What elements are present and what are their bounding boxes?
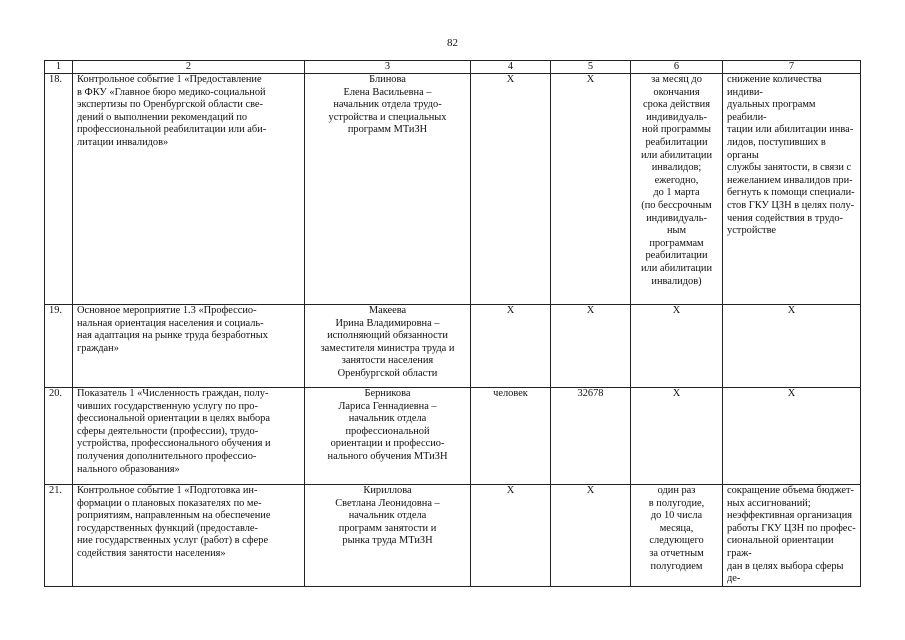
risks-cell: снижение количества индиви- дуальных программ реабили- тации или абилитации инва- лидов, поступивших в органы службы занятости, в связи с нежеланием инвалидов при- бегнуть к помощи специали- стов ГКУ ЦЗН в целях полу- чения содействия в трудо- устройстве <box>723 74 861 305</box>
unit-cell: X <box>471 305 551 388</box>
unit-cell: человек <box>471 388 551 485</box>
responsible-cell: Блинова Елена Васильевна – начальник отдела трудо- устройства и специальных программ МТиЗН <box>305 74 471 305</box>
deadline-cell: X <box>631 305 723 388</box>
responsible-cell: Берникова Лариса Геннадиевна – начальник отдела профессиональной ориентации и профессио- нального обучения МТиЗН <box>305 388 471 485</box>
event-cell: Контрольное событие 1 «Предоставление в ФКУ «Главное бюро медико-социальной экспертизы по Оренбургской области све- дений о выполнении рекомендаций по профессиональной реабилитации или аби- литации инвалидов» <box>73 74 305 305</box>
table-row <box>45 305 861 388</box>
value-cell: X <box>551 74 631 305</box>
column-number: 1 <box>45 61 73 74</box>
row-number: 20. <box>45 388 73 485</box>
event-cell: Контрольное событие 1 «Подготовка ин- формации о плановых показателях по ме- роприятиям, направленным на обеспечение государственных функций (предоставле- ние государственных услуг (работ) в сфере содействия занятости населения» <box>73 485 305 587</box>
table-row <box>45 485 861 587</box>
table-row <box>45 74 861 305</box>
unit-cell: X <box>471 485 551 587</box>
column-number-row <box>45 61 861 74</box>
value-cell: X <box>551 485 631 587</box>
deadline-cell: X <box>631 388 723 485</box>
column-number: 7 <box>723 61 861 74</box>
column-number: 5 <box>551 61 631 74</box>
column-number: 2 <box>73 61 305 74</box>
risks-cell: X <box>723 388 861 485</box>
column-number: 3 <box>305 61 471 74</box>
responsible-cell: Кириллова Светлана Леонидовна – начальник отдела программ занятости и рынка труда МТиЗН <box>305 485 471 587</box>
risks-cell: сокращение объема бюджет- ных ассигнований; неэффективная организация работы ГКУ ЦЗН по профес- сиональной ориентации граж- дан в целях выбора сферы де- <box>723 485 861 587</box>
page-number: 82 <box>447 37 458 49</box>
column-number: 6 <box>631 61 723 74</box>
column-number: 4 <box>471 61 551 74</box>
event-cell: Основное мероприятие 1.3 «Профессио- нальная ориентация населения и социаль- ная адаптация на рынке труда безработных граждан» <box>73 305 305 388</box>
row-number: 18. <box>45 74 73 305</box>
deadline-cell: один раз в полугодие, до 10 числа месяца, следующего за отчетным полугодием <box>631 485 723 587</box>
table-row <box>45 388 861 485</box>
value-cell: X <box>551 305 631 388</box>
value-cell: 32678 <box>551 388 631 485</box>
deadline-cell: за месяц до окончания срока действия индивидуаль- ной программы реабилитации или абилитации инвалидов; ежегодно, до 1 марта (по бессрочным индивидуаль- ным программам реабилитации или абилитации инвалидов) <box>631 74 723 305</box>
row-number: 21. <box>45 485 73 587</box>
plan-table <box>44 60 861 587</box>
event-cell: Показатель 1 «Численность граждан, полу- чивших государственную услугу по про- фессиональной ориентации в целях выбора сферы деятельности (профессии), трудо- устройства, профессионального обучения и получения дополнительного профессио- нального образования» <box>73 388 305 485</box>
unit-cell: X <box>471 74 551 305</box>
row-number: 19. <box>45 305 73 388</box>
risks-cell: X <box>723 305 861 388</box>
responsible-cell: Макеева Ирина Владимировна – исполняющий обязанности заместителя министра труда и занятости населения Оренбургской области <box>305 305 471 388</box>
